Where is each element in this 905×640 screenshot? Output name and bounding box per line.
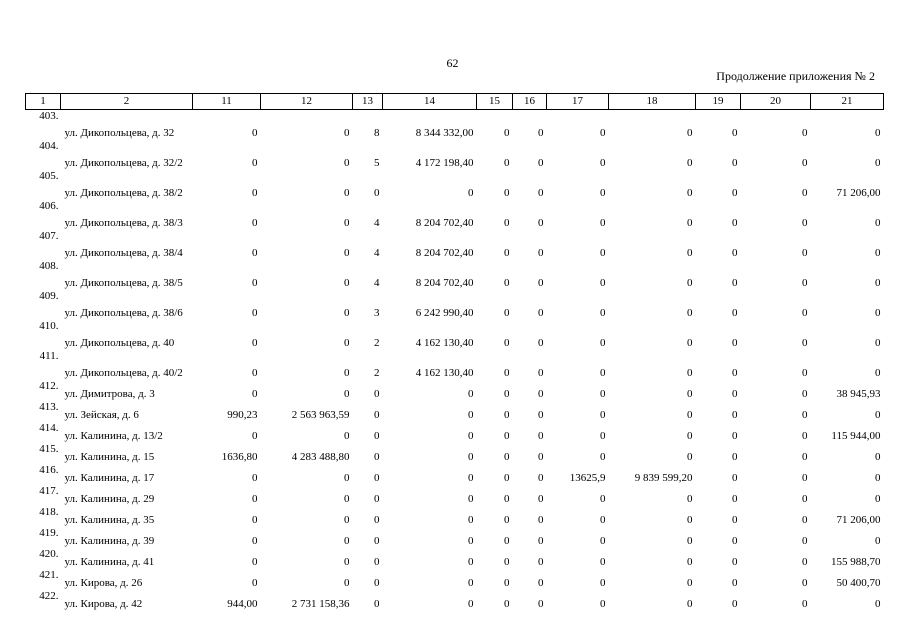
value-cell: 4 [374, 217, 380, 229]
value-cell: 0 [875, 157, 881, 169]
address-cell: ул. Кирова, д. 42 [64, 598, 143, 610]
row-number: 422. [39, 590, 59, 602]
value-cell: 0 [687, 388, 693, 400]
value-cell: 0 [538, 127, 544, 139]
value-cell: 0 [504, 337, 510, 349]
value-cell: 2 [374, 367, 380, 379]
col-header: 20 [741, 94, 811, 110]
value-cell: 0 [687, 217, 693, 229]
value-cell: 71 206,00 [836, 187, 881, 199]
value-cell: 0 [600, 217, 606, 229]
value-cell: 0 [687, 451, 693, 463]
value-cell: 0 [468, 556, 474, 568]
value-cell: 0 [802, 127, 808, 139]
value-cell: 0 [538, 598, 544, 610]
value-cell: 2 731 158,36 [291, 598, 350, 610]
value-cell: 0 [538, 556, 544, 568]
value-cell: 0 [344, 514, 350, 526]
value-cell: 0 [252, 493, 258, 505]
value-cell: 0 [687, 277, 693, 289]
value-cell: 0 [732, 577, 738, 589]
table-row [26, 422, 884, 443]
value-cell: 0 [468, 187, 474, 199]
value-cell: 0 [344, 535, 350, 547]
value-cell: 0 [344, 556, 350, 568]
value-cell: 0 [802, 556, 808, 568]
row-number: 406. [39, 200, 59, 212]
value-cell: 0 [538, 514, 544, 526]
value-cell: 0 [252, 514, 258, 526]
col-header: 11 [193, 94, 261, 110]
value-cell: 0 [600, 514, 606, 526]
value-cell: 0 [875, 451, 881, 463]
value-cell: 0 [538, 187, 544, 199]
col-header: 21 [811, 94, 884, 110]
value-cell: 0 [802, 337, 808, 349]
value-cell: 0 [732, 556, 738, 568]
value-cell: 0 [252, 277, 258, 289]
value-cell: 8 204 702,40 [415, 217, 474, 229]
value-cell: 0 [344, 307, 350, 319]
value-cell: 0 [802, 451, 808, 463]
value-cell: 4 283 488,80 [291, 451, 350, 463]
value-cell: 0 [600, 493, 606, 505]
table-row [26, 527, 884, 548]
value-cell: 0 [732, 277, 738, 289]
value-cell: 0 [687, 127, 693, 139]
value-cell: 0 [344, 388, 350, 400]
address-cell: ул. Дикопольцева, д. 40 [64, 337, 175, 349]
value-cell: 0 [374, 514, 380, 526]
value-cell: 0 [252, 337, 258, 349]
table-body [26, 110, 884, 612]
value-cell: 0 [344, 577, 350, 589]
address-cell: ул. Димитрова, д. 3 [64, 388, 155, 400]
value-cell: 0 [374, 577, 380, 589]
continuation-caption: Продолжение приложения № 2 [716, 69, 875, 83]
value-cell: 0 [538, 535, 544, 547]
value-cell: 0 [687, 556, 693, 568]
value-cell: 0 [687, 247, 693, 259]
value-cell: 0 [875, 367, 881, 379]
address-cell: ул. Дикопольцева, д. 38/4 [64, 247, 183, 259]
value-cell: 0 [504, 277, 510, 289]
value-cell: 0 [504, 598, 510, 610]
row-number: 409. [39, 290, 59, 302]
value-cell: 6 242 990,40 [415, 307, 474, 319]
value-cell: 9 839 599,20 [634, 472, 693, 484]
value-cell: 0 [344, 247, 350, 259]
value-cell: 0 [344, 127, 350, 139]
row-number: 407. [39, 230, 59, 242]
value-cell: 0 [374, 556, 380, 568]
value-cell: 0 [802, 535, 808, 547]
value-cell: 5 [374, 157, 380, 169]
value-cell: 0 [504, 556, 510, 568]
value-cell: 0 [802, 388, 808, 400]
value-cell: 0 [802, 493, 808, 505]
col-header: 2 [61, 94, 193, 110]
value-cell: 0 [252, 127, 258, 139]
value-cell: 0 [504, 430, 510, 442]
value-cell: 0 [374, 472, 380, 484]
value-cell: 0 [875, 307, 881, 319]
value-cell: 8 204 702,40 [415, 247, 474, 259]
value-cell: 0 [732, 598, 738, 610]
value-cell: 71 206,00 [836, 514, 881, 526]
col-header: 13 [353, 94, 383, 110]
value-cell: 0 [504, 367, 510, 379]
table-row [26, 140, 884, 170]
col-header: 17 [547, 94, 609, 110]
value-cell: 0 [802, 247, 808, 259]
value-cell: 0 [252, 247, 258, 259]
value-cell: 0 [687, 598, 693, 610]
value-cell: 0 [802, 430, 808, 442]
table-row [26, 170, 884, 200]
value-cell: 0 [538, 217, 544, 229]
row-number: 418. [39, 506, 59, 518]
table-row [26, 320, 884, 350]
row-number: 416. [39, 464, 59, 476]
value-cell: 0 [802, 598, 808, 610]
value-cell: 0 [687, 337, 693, 349]
row-number: 404. [39, 140, 59, 152]
row-number: 405. [39, 170, 59, 182]
value-cell: 0 [468, 598, 474, 610]
value-cell: 0 [732, 157, 738, 169]
value-cell: 0 [600, 157, 606, 169]
value-cell: 0 [600, 388, 606, 400]
value-cell: 0 [504, 157, 510, 169]
address-cell: ул. Зейская, д. 6 [64, 409, 139, 421]
value-cell: 0 [687, 187, 693, 199]
value-cell: 0 [538, 493, 544, 505]
address-cell: ул. Кирова, д. 26 [64, 577, 143, 589]
value-cell: 0 [875, 472, 881, 484]
value-cell: 0 [504, 307, 510, 319]
value-cell: 0 [687, 307, 693, 319]
table-row [26, 200, 884, 230]
row-number: 408. [39, 260, 59, 272]
table-row [26, 260, 884, 290]
value-cell: 0 [504, 493, 510, 505]
value-cell: 0 [468, 514, 474, 526]
value-cell: 0 [732, 493, 738, 505]
row-number: 421. [39, 569, 59, 581]
value-cell: 0 [600, 127, 606, 139]
value-cell: 0 [468, 430, 474, 442]
value-cell: 0 [600, 247, 606, 259]
value-cell: 0 [344, 430, 350, 442]
value-cell: 0 [504, 409, 510, 421]
address-cell: ул. Дикопольцева, д. 40/2 [64, 367, 183, 379]
value-cell: 0 [875, 535, 881, 547]
table-row [26, 401, 884, 422]
value-cell: 990,23 [227, 409, 258, 421]
value-cell: 0 [732, 451, 738, 463]
address-cell: ул. Дикопольцева, д. 32/2 [64, 157, 183, 169]
value-cell: 8 [374, 127, 380, 139]
value-cell: 0 [687, 577, 693, 589]
value-cell: 0 [252, 157, 258, 169]
address-cell: ул. Калинина, д. 17 [64, 472, 155, 484]
value-cell: 0 [802, 577, 808, 589]
value-cell: 0 [374, 598, 380, 610]
row-number: 417. [39, 485, 59, 497]
value-cell: 0 [732, 217, 738, 229]
value-cell: 8 204 702,40 [415, 277, 474, 289]
value-cell: 0 [802, 307, 808, 319]
value-cell: 0 [600, 307, 606, 319]
col-header: 15 [477, 94, 513, 110]
table-row [26, 569, 884, 590]
col-header: 16 [513, 94, 547, 110]
row-number: 415. [39, 443, 59, 455]
value-cell: 0 [732, 472, 738, 484]
value-cell: 0 [732, 307, 738, 319]
value-cell: 0 [600, 409, 606, 421]
value-cell: 0 [504, 577, 510, 589]
value-cell: 0 [687, 367, 693, 379]
value-cell: 0 [504, 535, 510, 547]
value-cell: 944,00 [227, 598, 258, 610]
table-row [26, 485, 884, 506]
value-cell: 0 [732, 367, 738, 379]
value-cell: 0 [252, 556, 258, 568]
value-cell: 4 [374, 277, 380, 289]
col-header: 12 [261, 94, 353, 110]
value-cell: 0 [504, 451, 510, 463]
address-cell: ул. Дикопольцева, д. 38/5 [64, 277, 183, 289]
table-row [26, 506, 884, 527]
table-row [26, 548, 884, 569]
value-cell: 0 [600, 367, 606, 379]
col-header: 19 [696, 94, 741, 110]
value-cell: 2 563 963,59 [291, 409, 350, 421]
value-cell: 0 [732, 514, 738, 526]
value-cell: 0 [374, 430, 380, 442]
value-cell: 0 [875, 247, 881, 259]
value-cell: 0 [802, 472, 808, 484]
value-cell: 0 [538, 367, 544, 379]
row-number: 413. [39, 401, 59, 413]
value-cell: 0 [875, 493, 881, 505]
value-cell: 0 [802, 367, 808, 379]
address-cell: ул. Дикопольцева, д. 38/2 [64, 187, 183, 199]
value-cell: 0 [344, 493, 350, 505]
value-cell: 0 [732, 247, 738, 259]
value-cell: 0 [468, 451, 474, 463]
value-cell: 8 344 332,00 [415, 127, 474, 139]
value-cell: 0 [875, 277, 881, 289]
value-cell: 0 [875, 409, 881, 421]
value-cell: 0 [252, 367, 258, 379]
value-cell: 0 [600, 430, 606, 442]
value-cell: 0 [875, 337, 881, 349]
value-cell: 0 [504, 127, 510, 139]
value-cell: 0 [600, 451, 606, 463]
value-cell: 0 [600, 187, 606, 199]
value-cell: 0 [538, 247, 544, 259]
value-cell: 0 [600, 598, 606, 610]
value-cell: 0 [875, 127, 881, 139]
table-row [26, 464, 884, 485]
value-cell: 0 [538, 577, 544, 589]
col-header: 18 [609, 94, 696, 110]
value-cell: 0 [468, 472, 474, 484]
row-number: 420. [39, 548, 59, 560]
address-cell: ул. Дикопольцева, д. 38/3 [64, 217, 183, 229]
row-number: 411. [39, 350, 59, 362]
value-cell: 0 [252, 307, 258, 319]
value-cell: 0 [802, 514, 808, 526]
value-cell: 0 [504, 388, 510, 400]
row-number: 403. [39, 110, 59, 122]
address-cell: ул. Калинина, д. 13/2 [64, 430, 163, 442]
value-cell: 0 [344, 337, 350, 349]
value-cell: 0 [875, 598, 881, 610]
value-cell: 0 [802, 157, 808, 169]
data-table [25, 93, 884, 611]
value-cell: 0 [538, 337, 544, 349]
value-cell: 0 [687, 535, 693, 547]
value-cell: 0 [344, 157, 350, 169]
value-cell: 0 [374, 187, 380, 199]
value-cell: 4 162 130,40 [415, 337, 474, 349]
value-cell: 115 944,00 [831, 430, 881, 442]
value-cell: 4 172 198,40 [415, 157, 474, 169]
value-cell: 0 [802, 187, 808, 199]
value-cell: 0 [374, 535, 380, 547]
value-cell: 38 945,93 [836, 388, 881, 400]
table-row [26, 230, 884, 260]
value-cell: 0 [374, 493, 380, 505]
value-cell: 0 [732, 127, 738, 139]
value-cell: 0 [538, 451, 544, 463]
value-cell: 0 [687, 493, 693, 505]
page-number: 62 [446, 56, 459, 70]
value-cell: 0 [687, 430, 693, 442]
value-cell: 1636,80 [221, 451, 258, 463]
value-cell: 0 [344, 472, 350, 484]
header-row [26, 94, 884, 110]
value-cell: 0 [732, 388, 738, 400]
value-cell: 0 [252, 472, 258, 484]
col-header: 14 [383, 94, 477, 110]
value-cell: 0 [538, 157, 544, 169]
address-cell: ул. Калинина, д. 29 [64, 493, 155, 505]
row-number: 419. [39, 527, 59, 539]
col-header: 1 [26, 94, 61, 110]
value-cell: 0 [600, 577, 606, 589]
value-cell: 0 [252, 577, 258, 589]
value-cell: 0 [875, 217, 881, 229]
value-cell: 0 [538, 307, 544, 319]
value-cell: 0 [732, 430, 738, 442]
value-cell: 0 [802, 277, 808, 289]
table-row [26, 443, 884, 464]
value-cell: 0 [344, 187, 350, 199]
value-cell: 0 [802, 217, 808, 229]
value-cell: 0 [600, 277, 606, 289]
value-cell: 0 [504, 514, 510, 526]
address-cell: ул. Дикопольцева, д. 32 [64, 127, 175, 139]
value-cell: 0 [538, 430, 544, 442]
value-cell: 4 [374, 247, 380, 259]
address-cell: ул. Калинина, д. 39 [64, 535, 155, 547]
value-cell: 0 [344, 367, 350, 379]
value-cell: 155 988,70 [831, 556, 881, 568]
value-cell: 0 [344, 277, 350, 289]
value-cell: 0 [732, 337, 738, 349]
value-cell: 0 [374, 388, 380, 400]
value-cell: 0 [344, 217, 350, 229]
value-cell: 0 [468, 535, 474, 547]
value-cell: 0 [252, 535, 258, 547]
table-row [26, 110, 884, 141]
value-cell: 3 [374, 307, 380, 319]
value-cell: 4 162 130,40 [415, 367, 474, 379]
value-cell: 0 [538, 388, 544, 400]
value-cell: 0 [687, 514, 693, 526]
value-cell: 0 [687, 157, 693, 169]
value-cell: 0 [504, 187, 510, 199]
value-cell: 0 [600, 556, 606, 568]
value-cell: 0 [504, 472, 510, 484]
address-cell: ул. Калинина, д. 15 [64, 451, 155, 463]
value-cell: 0 [538, 472, 544, 484]
table-row [26, 350, 884, 380]
value-cell: 50 400,70 [836, 577, 881, 589]
row-number: 412. [39, 380, 59, 392]
value-cell: 0 [504, 217, 510, 229]
value-cell: 0 [538, 409, 544, 421]
value-cell: 0 [468, 577, 474, 589]
value-cell: 0 [468, 409, 474, 421]
value-cell: 0 [802, 409, 808, 421]
value-cell: 0 [504, 247, 510, 259]
value-cell: 0 [600, 337, 606, 349]
value-cell: 0 [732, 535, 738, 547]
address-cell: ул. Калинина, д. 35 [64, 514, 155, 526]
value-cell: 0 [252, 430, 258, 442]
value-cell: 0 [687, 409, 693, 421]
value-cell: 0 [732, 409, 738, 421]
value-cell: 0 [252, 187, 258, 199]
row-number: 414. [39, 422, 59, 434]
address-cell: ул. Калинина, д. 41 [64, 556, 155, 568]
value-cell: 0 [252, 388, 258, 400]
value-cell: 0 [252, 217, 258, 229]
value-cell: 0 [374, 409, 380, 421]
address-cell: ул. Дикопольцева, д. 38/6 [64, 307, 183, 319]
table-row [26, 380, 884, 401]
value-cell: 0 [600, 535, 606, 547]
value-cell: 2 [374, 337, 380, 349]
value-cell: 0 [538, 277, 544, 289]
row-number: 410. [39, 320, 59, 332]
value-cell: 0 [468, 493, 474, 505]
table-row [26, 590, 884, 611]
value-cell: 0 [374, 451, 380, 463]
value-cell: 0 [732, 187, 738, 199]
value-cell: 13625,9 [569, 472, 606, 484]
value-cell: 0 [468, 388, 474, 400]
table-row [26, 290, 884, 320]
